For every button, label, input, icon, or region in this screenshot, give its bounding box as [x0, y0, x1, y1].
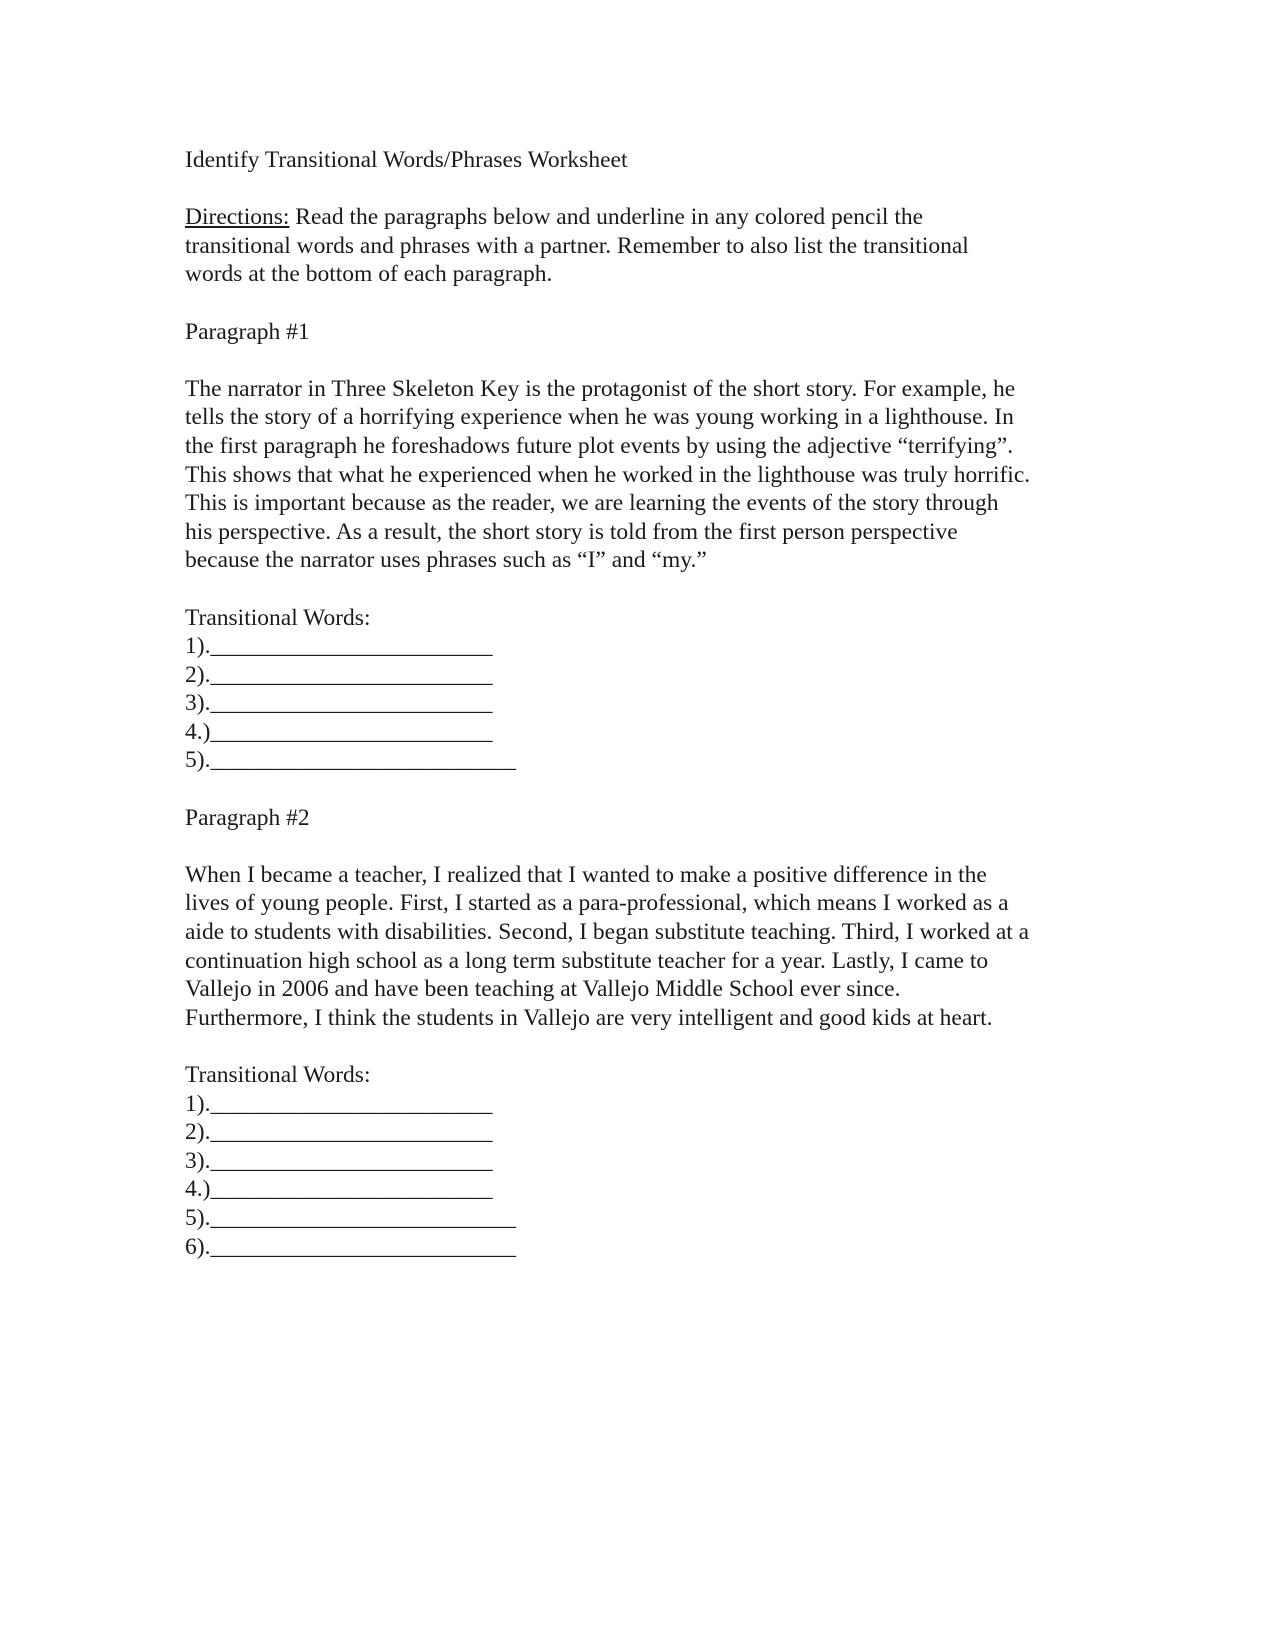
paragraph-1-line: This is important because as the reader, we are learning the events of the story through	[185, 490, 999, 517]
worksheet-title: Identify Transitional Words/Phrases Worksheet	[185, 147, 628, 173]
directions-line-2: transitional words and phrases with a partner. Remember to also list the transitional	[185, 232, 969, 259]
paragraph-1-transitional-words	[185, 604, 1105, 776]
answer-blank-1[interactable]: 1).________________________	[185, 1090, 493, 1117]
directions-line-1	[185, 203, 1105, 232]
paragraph-2-body	[185, 861, 1105, 1033]
answer-blank-2[interactable]: 2).________________________	[185, 1119, 493, 1146]
answer-blank-1[interactable]: 1).________________________	[185, 633, 493, 660]
paragraph-1-body	[185, 375, 1105, 575]
answer-blank-3[interactable]: 3).________________________	[185, 1147, 493, 1174]
paragraph-1-heading: Paragraph #1	[185, 318, 310, 345]
answer-blank-5[interactable]: 5).__________________________	[185, 747, 516, 774]
transitional-words-label: Transitional Words:	[185, 604, 371, 631]
answer-blank-6[interactable]: 6).__________________________	[185, 1233, 516, 1260]
directions-text-1: Read the paragraphs below and underline in any colored pencil the	[289, 204, 924, 231]
paragraph-2-line: lives of young people. First, I started as a para-professional, which means I worked as a	[185, 890, 1009, 917]
paragraph-2-heading: Paragraph #2	[185, 804, 310, 831]
paragraph-2-line: Vallejo in 2006 and have been teaching at Vallejo Middle School ever since.	[185, 976, 901, 1003]
paragraph-2-transitional-words	[185, 1061, 1105, 1261]
directions-block	[185, 203, 1105, 289]
answer-blank-5[interactable]: 5).__________________________	[185, 1204, 516, 1231]
paragraph-2-line: When I became a teacher, I realized that I wanted to make a positive difference in the	[185, 861, 987, 888]
paragraph-2-line: Furthermore, I think the students in Vallejo are very intelligent and good kids at heart.	[185, 1004, 993, 1031]
answer-blank-4[interactable]: 4.)________________________	[185, 1176, 493, 1203]
paragraph-1-line: because the narrator uses phrases such as “I” and “my.”	[185, 547, 707, 574]
paragraph-2-line: continuation high school as a long term substitute teacher for a year. Lastly, I came to	[185, 947, 989, 974]
directions-label: Directions:	[185, 204, 290, 231]
paragraph-1-line: The narrator in Three Skeleton Key is the protagonist of the short story. For example, he	[185, 375, 1016, 402]
paragraph-1-line: his perspective. As a result, the short story is told from the first person perspective	[185, 518, 958, 545]
worksheet-content	[185, 146, 1105, 1290]
answer-blank-3[interactable]: 3).________________________	[185, 690, 493, 717]
answer-blank-4[interactable]: 4.)________________________	[185, 718, 493, 745]
directions-line-3: words at the bottom of each paragraph.	[185, 261, 553, 288]
paragraph-1-line: tells the story of a horrifying experience when he was young working in a lighthouse. In	[185, 404, 1014, 431]
paragraph-1-line: This shows that what he experienced when he worked in the lighthouse was truly horrific.	[185, 461, 1031, 488]
transitional-words-label: Transitional Words:	[185, 1062, 371, 1088]
paragraph-1-line: the first paragraph he foreshadows future plot events by using the adjective “terrifying”.	[185, 432, 1014, 459]
answer-blank-2[interactable]: 2).________________________	[185, 661, 493, 688]
paragraph-2-line: aide to students with disabilities. Second, I began substitute teaching. Third, I worked at a	[185, 919, 1030, 946]
